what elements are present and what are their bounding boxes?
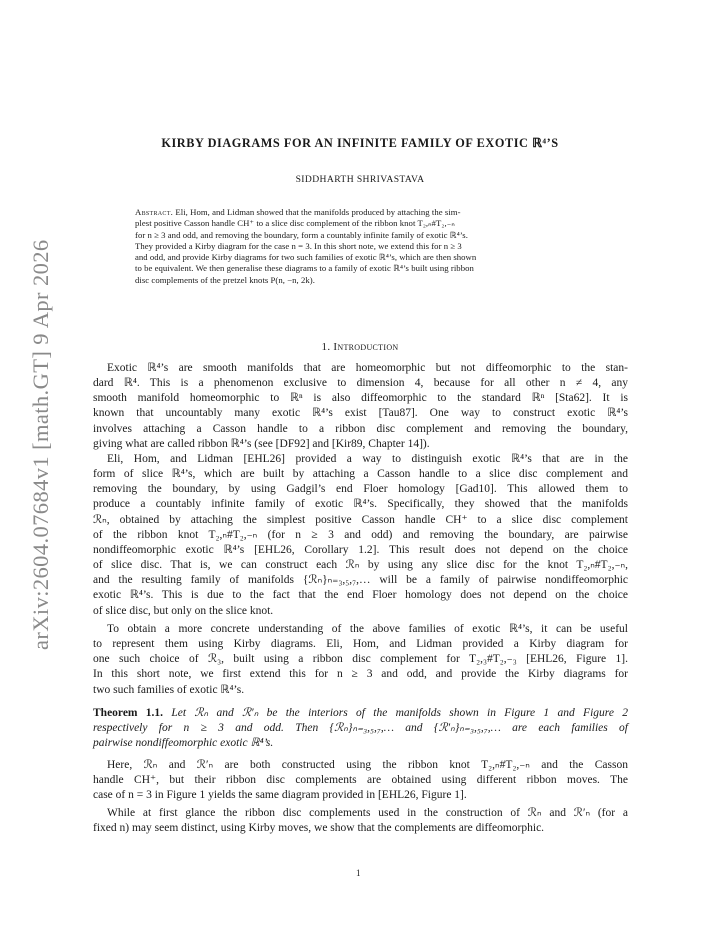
text-line: Exotic ℝ⁴’s are smooth manifolds that are homeomorphic but not diffeomorphic to the stan- [107, 362, 628, 374]
intro-paragraph-3 [93, 622, 628, 698]
abstract-line: They provided a Kirby diagram for the case n = 3. In this short note, we extend this for n ≥ 3 [135, 240, 462, 251]
abstract-line: plest positive Casson handle CH⁺ to a slice disc complement of the ribbon knot T₂,ₙ#T₂,₋ₙ [135, 218, 455, 229]
text-line: In this short note, we first extend this for n ≥ 3 and odd, and provide the Kirby diagrams for [93, 668, 628, 681]
section-heading: 1. Introduction [321, 341, 399, 353]
intro-paragraph-1 [93, 361, 628, 452]
text-line: Eli, Hom, and Lidman [EHL26] provided a way to distinguish exotic ℝ⁴’s that are in the [107, 453, 628, 465]
abstract-line: and odd, and provide Kirby diagrams for two such families of exotic ℝ⁴’s, which are then shown [135, 252, 477, 263]
abstract [135, 207, 587, 286]
text-line: to represent them using Kirby diagrams. Eli, Hom, and Lidman provided a Kirby diagram for [93, 638, 628, 651]
author-name: SIDDHARTH SHRIVASTAVA [295, 174, 425, 185]
abstract-line: disc complements of the pretzel knots P(n, −n, 2k). [135, 274, 315, 285]
text-line: To obtain a more concrete understanding of the above families of exotic ℝ⁴’s, it can be useful [107, 623, 628, 635]
abstract-line: Abstract. Eli, Hom, and Lidman showed that the manifolds produced by attaching the sim- [135, 207, 461, 217]
text-line: form of slice ℝ⁴’s, which are built by attaching a Casson handle to a slice disc complement and [93, 468, 628, 481]
text-line: nondiffeomorphic exotic ℝ⁴’s [EHL26, Corollary 1.2]. This result does not depend on the choice [93, 543, 628, 556]
text-line: removing the boundary, by using Gadgil’s end Floer homology [Gad10]. This allowed them to [93, 483, 628, 496]
text-line: respectively for n ≥ 3 and odd. Then {ℛₙ}ₙ₌₃,₅,₇,… and {ℛ′ₙ}ₙ₌₃,₅,₇,… are each families of [93, 722, 628, 735]
page-number: 1 [356, 868, 361, 878]
text-line: fixed n) may seem distinct, using Kirby moves, we show that the complements are diffeomorphic. [93, 822, 545, 835]
text-line: While at first glance the ribbon disc complements used in the construction of ℛₙ and ℛ′ₙ (for a [107, 807, 628, 819]
text-line: pairwise nondiffeomorphic exotic ℝ⁴’s. [93, 737, 274, 750]
text-line: exotic ℝ⁴’s. This is due to the fact that the end Floer homology does not depend on the choice [93, 589, 628, 602]
theorem-label: Theorem 1.1. [93, 707, 164, 719]
text-line: of slice disc. That is, we can construct each ℛₙ by using any slice disc for the knot T₂,ₙ#T₂,₋ₙ, [93, 559, 628, 572]
text-line: ℛₙ, obtained by attaching the simplest positive Casson handle CH⁺ to a slice disc complement [93, 513, 628, 526]
text-line: known that uncountably many exotic ℝ⁴’s exist [Tau87]. One way to construct exotic ℝ⁴’s [93, 407, 628, 420]
text-line: produce a countably infinite family of exotic ℝ⁴’s. Specifically, they showed that the manifolds [93, 498, 628, 511]
abstract-line: to be equivalent. We then generalise these diagrams to a family of exotic ℝ⁴’s built using ribbon [135, 263, 474, 274]
text-line: dard ℝ⁴. This is a phenomenon exclusive to dimension 4, because for all other n ≠ 4, any [93, 377, 628, 390]
text-line: one such choice of ℛ₃, built using a ribbon disc complement for T₂,₃#T₂,₋₃ [EHL26, Figure 1]. [93, 653, 628, 666]
paper-title: KIRBY DIAGRAMS FOR AN INFINITE FAMILY OF EXOTIC ℝ⁴’S [161, 136, 559, 150]
text-line: handle CH⁺, but their ribbon disc complements are obtained using different ribbon moves. The [93, 774, 628, 787]
text-line: smooth manifold homeomorphic to ℝⁿ is also diffeomorphic to the standard ℝⁿ [Sta62]. It is [93, 392, 628, 405]
paragraph-final [93, 806, 628, 836]
text-line: of the ribbon knot T₂,ₙ#T₂,₋ₙ (for n ≥ 3 and odd) and removing the boundary, are pairwise [93, 528, 628, 541]
abstract-line: for n ≥ 3 and odd, and removing the boundary, form a countably infinite family of exotic ℝ⁴’s. [135, 229, 468, 240]
arxiv-identifier[interactable]: arXiv:2604.07684v1 [math.GT] 9 Apr 2026 [28, 239, 53, 650]
abstract-label: Abstract. [135, 207, 174, 217]
text-line: and the resulting family of manifolds {ℛₙ}ₙ₌₃,₅,₇,… will be a family of pairwise nondiffeomorphic [93, 574, 628, 587]
theorem-1-1 [93, 706, 628, 751]
text-line: giving what are called ribbon ℝ⁴’s (see [DF92] and [Kir89, Chapter 14]). [93, 437, 430, 450]
text-line: Here, ℛₙ and ℛ′ₙ are both constructed using the ribbon knot T₂,ₙ#T₂,₋ₙ and the Casson [107, 759, 628, 771]
text-line: of slice disc, but only on the slice knot. [93, 604, 274, 617]
text-line: two such families of exotic ℝ⁴’s. [93, 683, 245, 696]
text-line: case of n = 3 in Figure 1 yields the same diagram provided in [EHL26, Figure 1]. [93, 789, 467, 802]
intro-paragraph-2 [93, 452, 628, 619]
paragraph-after-theorem [93, 758, 628, 803]
text-line: Theorem 1.1. Let ℛₙ and ℛ′ₙ be the interiors of the manifolds shown in Figure 1 and Figure 2 [93, 707, 628, 719]
text-line: involves attaching a Casson handle to a ribbon disc complement and removing the boundary, [93, 422, 628, 435]
